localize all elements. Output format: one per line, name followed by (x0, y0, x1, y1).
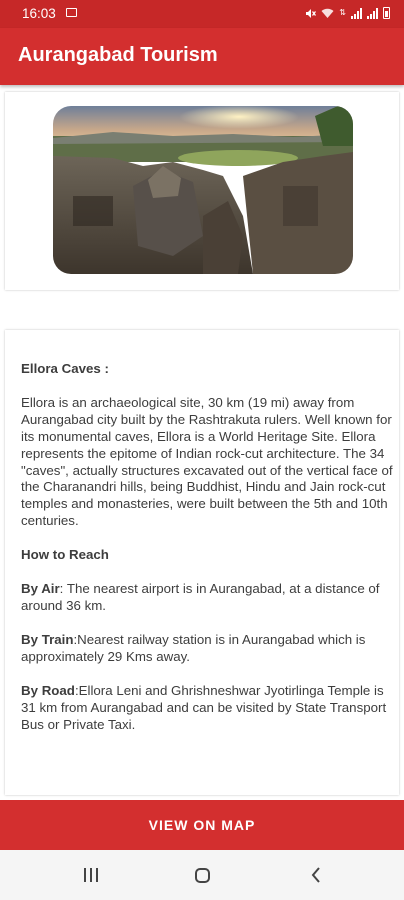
signal-icon (367, 8, 378, 19)
ellora-caves-photo (53, 106, 353, 274)
image-card (5, 92, 399, 290)
system-nav-bar (0, 850, 404, 900)
by-road-label: By Road (21, 682, 75, 698)
signal-icon (351, 8, 362, 19)
by-air-label: By Air (21, 581, 60, 597)
battery-icon (383, 7, 390, 19)
mute-icon (305, 8, 316, 19)
status-icons (305, 7, 390, 19)
home-icon[interactable] (195, 868, 210, 883)
how-to-reach-heading: How to Reach (21, 547, 109, 563)
by-road-text: :Ellora Leni and Ghrishneshwar Jyotirlinga Temple is 31 km from Aurangabad and can be visited by State Transport Bus or Private Taxi. (21, 682, 387, 732)
status-time: 16:03 (22, 6, 56, 21)
site-heading: Ellora Caves : (21, 361, 109, 376)
app-title: Aurangabad Tourism (18, 44, 218, 66)
site-description: Ellora is an archaeological site, 30 km (19 mi) away from Aurangabad city built by the Rashtrakuta rulers. Well known for its monumental caves, Ellora is a World Heritage Site. Ellora represents the epitome of Indian rock-cut architecture. The 34 "caves", actually structures excavated out of the vertical face of the Charanandri hills, being Buddhist, Hindu and Jain rock-cut temples and monasteries, were built between the 5th and 10th centuries. (21, 394, 393, 529)
description-content (21, 361, 396, 750)
by-train-label: By Train (21, 631, 74, 647)
description-card (5, 330, 399, 795)
by-air-paragraph (21, 581, 396, 615)
view-on-map-button[interactable]: VIEW ON MAP (0, 800, 404, 850)
by-air-text: : The nearest airport is in Aurangabad, at a distance of around 36 km. (21, 581, 380, 613)
back-icon[interactable] (311, 867, 321, 883)
by-train-paragraph (21, 632, 396, 666)
by-train-text: :Nearest railway station is in Aurangabad which is approximately 29 Kms away. (21, 631, 366, 664)
app-bar (0, 28, 404, 85)
by-road-paragraph (21, 683, 396, 734)
status-bar (0, 0, 404, 28)
wifi-icon (321, 8, 334, 19)
data-icon: ⇅ (339, 8, 346, 17)
recent-apps-icon[interactable] (84, 868, 98, 882)
picture-icon (66, 8, 77, 17)
